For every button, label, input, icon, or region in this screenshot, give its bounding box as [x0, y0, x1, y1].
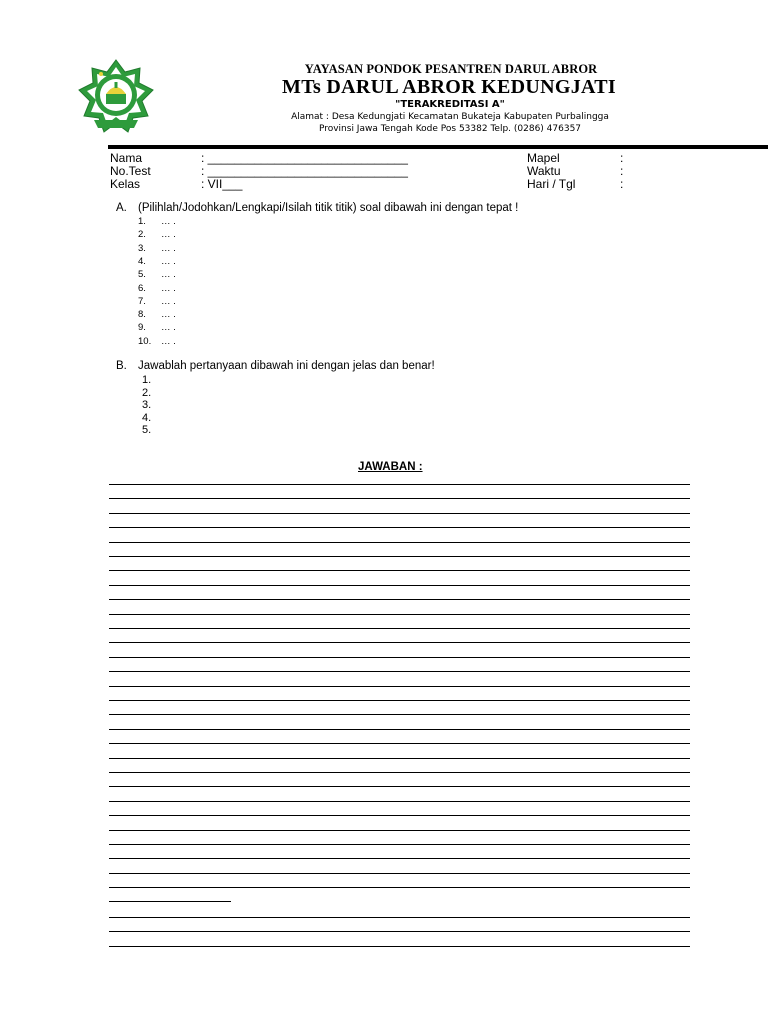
section-b-item-number: 2. [142, 386, 152, 399]
section-b-item-number: 1. [142, 374, 152, 386]
section-a-item-placeholder: … . [161, 295, 176, 307]
section-b-letter: B. [116, 360, 127, 372]
section-a-letter: A. [116, 202, 127, 214]
answer-line[interactable] [109, 858, 690, 859]
answer-line[interactable] [109, 484, 690, 485]
answer-line[interactable] [109, 671, 690, 672]
section-b-instruction: Jawablah pertanyaan dibawah ini dengan jelas dan benar! [138, 360, 435, 372]
answer-line[interactable] [109, 758, 690, 759]
accreditation: "TERAKREDITASI A" [395, 99, 505, 110]
answer-line[interactable] [109, 946, 690, 947]
answer-line[interactable] [109, 498, 690, 499]
answer-line[interactable] [109, 527, 690, 528]
mapel-field[interactable]: : [620, 151, 624, 165]
kelas-label: Kelas [110, 177, 141, 191]
answer-line[interactable] [109, 844, 690, 845]
section-a-item-placeholder: … . [161, 269, 176, 281]
section-a-item-number: 2. [138, 229, 146, 241]
section-a-item-placeholder: … . [161, 282, 176, 294]
section-a-item-number: 3. [138, 242, 146, 254]
letterhead [0, 0, 768, 150]
address-line-1: Alamat : Desa Kedungjati Kecamatan Bukateja Kabupaten Purbalingga [291, 112, 609, 122]
answer-line[interactable] [109, 628, 690, 629]
section-a-item-placeholder: … . [161, 309, 176, 321]
answer-line[interactable] [109, 657, 690, 658]
answer-title: JAWABAN : [358, 461, 423, 473]
waktu-label: Waktu [527, 164, 561, 178]
header-divider [108, 145, 768, 149]
hari-tgl-label: Hari / Tgl [527, 177, 576, 191]
section-a-item-number: 8. [138, 309, 146, 321]
answer-line[interactable] [109, 887, 690, 888]
foundation-name: YAYASAN PONDOK PESANTREN DARUL ABROR [304, 62, 598, 76]
section-a-item-placeholder: … . [161, 255, 176, 267]
section-b-item-number: 4. [142, 411, 152, 424]
section-a-item-placeholder: … . [161, 229, 176, 241]
section-a-item-number: 4. [138, 255, 146, 267]
mapel-label: Mapel [527, 151, 560, 165]
answer-line[interactable] [109, 801, 690, 802]
nama-field[interactable]: : ______________________________ [201, 151, 408, 165]
section-a-item-placeholder: … . [161, 322, 176, 334]
hari-tgl-field[interactable]: : [620, 177, 624, 191]
answer-line[interactable] [109, 570, 690, 571]
answer-line[interactable] [109, 786, 690, 787]
section-a-instruction: (Pilihlah/Jodohkan/Lengkapi/Isilah titik titik) soal dibawah ini dengan tepat ! [138, 202, 519, 214]
address-line-2: Provinsi Jawa Tengah Kode Pos 53382 Telp. (0286) 476357 [318, 124, 582, 134]
waktu-field[interactable]: : [620, 164, 624, 178]
answer-line[interactable] [109, 917, 690, 918]
answer-line-short[interactable] [109, 901, 231, 902]
kelas-field[interactable]: : VII___ [201, 177, 243, 191]
answer-line[interactable] [109, 700, 690, 701]
answer-line[interactable] [109, 542, 690, 543]
section-b-item-number: 5. [142, 424, 152, 436]
answer-line[interactable] [109, 772, 690, 773]
section-b-item-number: 3. [142, 399, 152, 411]
answer-line[interactable] [109, 815, 690, 816]
answer-line[interactable] [109, 614, 690, 615]
answer-line[interactable] [109, 830, 690, 831]
section-a-item-placeholder: … . [161, 242, 176, 254]
answer-line[interactable] [109, 585, 690, 586]
answer-line[interactable] [109, 642, 690, 643]
section-a-item-number: 10. [138, 335, 152, 347]
no-test-field[interactable]: : ______________________________ [201, 164, 408, 178]
nama-label: Nama [110, 151, 143, 165]
school-name: MTs DARUL ABROR KEDUNGJATI [282, 76, 616, 98]
no-test-label: No.Test [110, 164, 151, 178]
section-a-item-placeholder: … . [161, 335, 176, 347]
section-a-item-number: 9. [138, 322, 146, 334]
section-a-item-number: 7. [138, 295, 146, 307]
answer-line[interactable] [109, 729, 690, 730]
answer-line[interactable] [109, 873, 690, 874]
section-a-item-placeholder: … . [161, 216, 176, 227]
section-a-item-number: 1. [138, 216, 146, 227]
section-a-item-number: 6. [138, 282, 146, 294]
answer-line[interactable] [109, 714, 690, 715]
answer-line[interactable] [109, 743, 690, 744]
answer-line[interactable] [109, 513, 690, 514]
answer-line[interactable] [109, 556, 690, 557]
answer-line[interactable] [109, 931, 690, 932]
section-a-item-number: 5. [138, 269, 146, 281]
answer-line[interactable] [109, 599, 690, 600]
answer-line[interactable] [109, 686, 690, 687]
